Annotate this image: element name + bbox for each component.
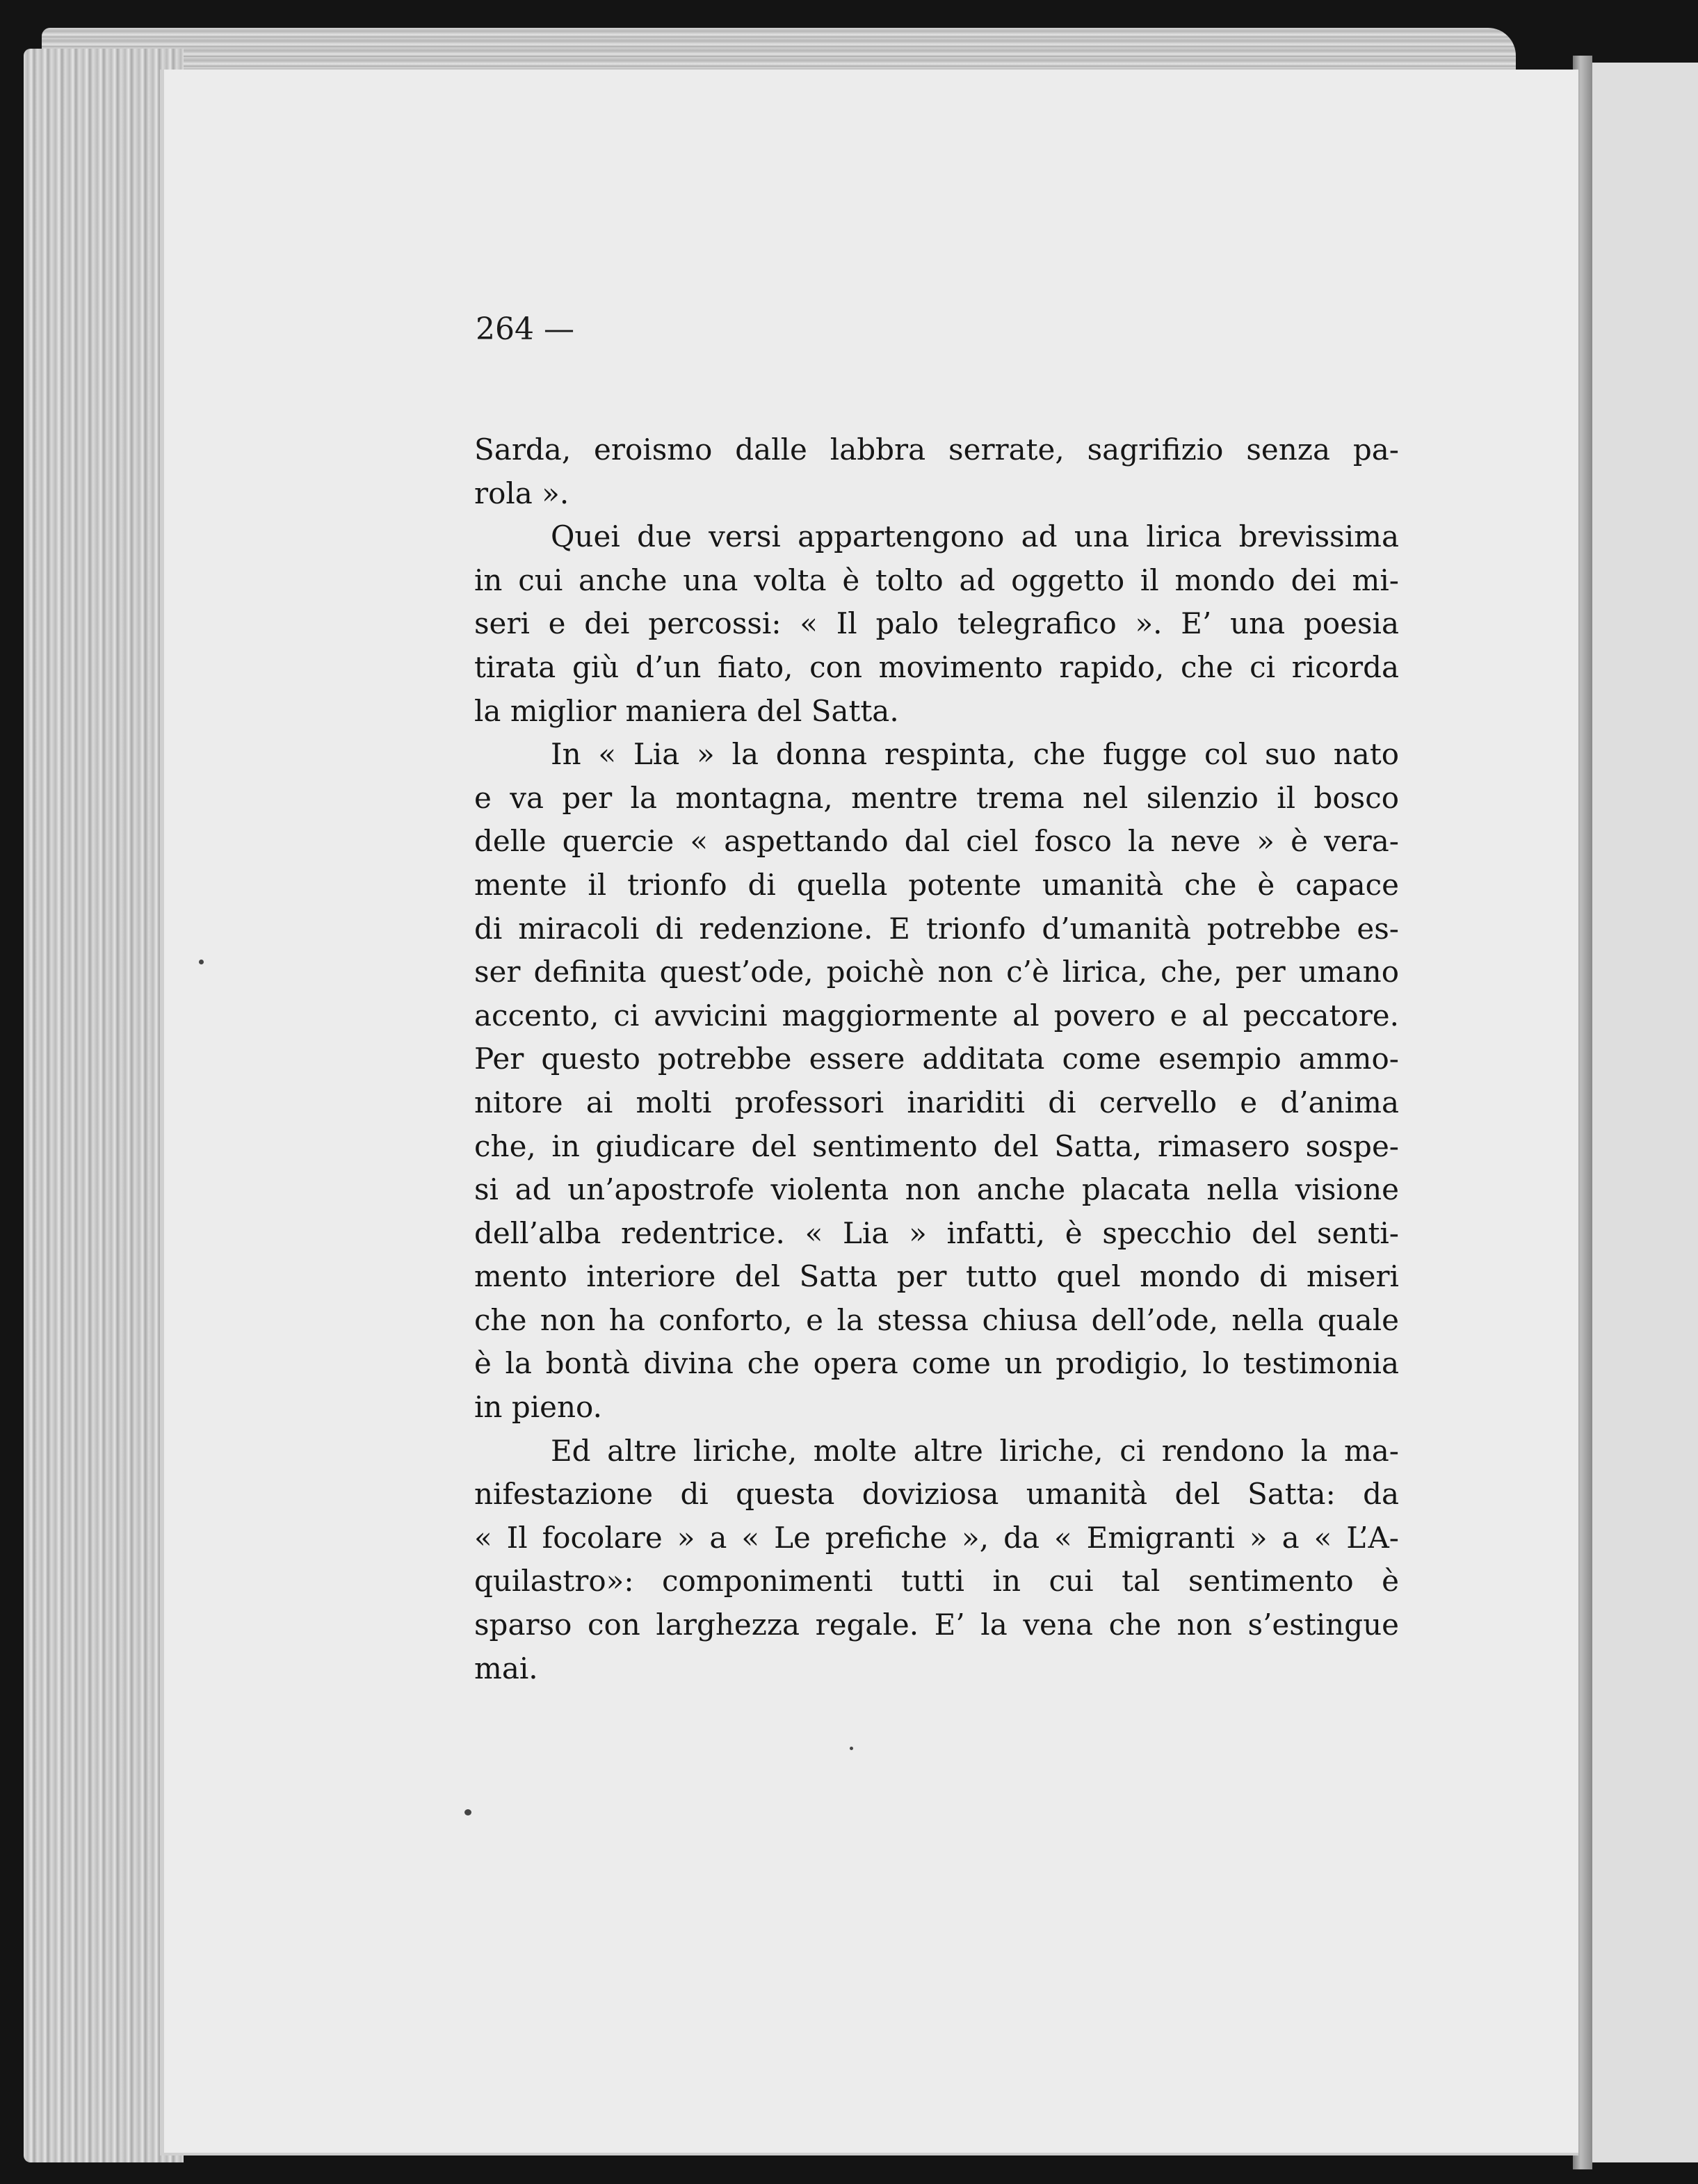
text-line: Ed altre liriche, molte altre liriche, ci rendono la ma- <box>551 1433 1399 1468</box>
text-line: che, in giudicare del sentimento del Satta, rimasero sospe- <box>474 1129 1399 1163</box>
text-line: la miglior maniera del Satta. <box>474 693 899 728</box>
text-line: mento interiore del Satta per tutto quel mondo di miseri <box>474 1259 1399 1294</box>
page-number: 264 — <box>476 312 574 347</box>
text-line: di miracoli di redenzione. E trionfo d’umanità potrebbe es- <box>474 911 1399 946</box>
text-line: accento, ci avvicini maggiormente al povero e al peccatore. <box>474 998 1399 1033</box>
text-line: tirata giù d’un fiato, con movimento rapido, che ci ricorda <box>474 649 1399 684</box>
text-line: che non ha conforto, e la stessa chiusa dell’ode, nella quale <box>474 1302 1399 1337</box>
text-line: delle quercie « aspettando dal ciel fosco la neve » è vera- <box>474 824 1399 859</box>
ink-speck <box>464 1809 471 1815</box>
text-line: In « Lia » la donna respinta, che fugge col suo nato <box>551 737 1399 772</box>
text-line: in pieno. <box>474 1390 602 1425</box>
text-line: nifestazione di questa doviziosa umanità del Satta: da <box>474 1477 1399 1512</box>
text-line: rola ». <box>474 476 569 510</box>
text-line: in cui anche una volta è tolto ad oggetto il mondo dei mi- <box>474 563 1399 597</box>
text-line: Sarda, eroismo dalle labbra serrate, sagrifizio senza pa- <box>474 432 1399 467</box>
text-line: seri e dei percossi: « Il palo telegrafico ». E’ una poesia <box>474 606 1399 641</box>
ink-speck <box>199 960 204 964</box>
text-line: quilastro»: componimenti tutti in cui tal sentimento è <box>474 1564 1399 1599</box>
text-line: Quei due versi appartengono ad una lirica brevissima <box>551 519 1399 554</box>
text-line: ser definita quest’ode, poichè non c’è lirica, che, per umano <box>474 955 1399 989</box>
text-line: Per questo potrebbe essere additata come esempio ammo- <box>474 1042 1399 1076</box>
text-line: è la bontà divina che opera come un prodigio, lo testimonia <box>474 1346 1399 1381</box>
text-line: si ad un’apostrofe violenta non anche placata nella visione <box>474 1172 1399 1207</box>
facing-page-edge <box>1592 63 1698 2162</box>
text-line: nitore ai molti professori inariditi di cervello e d’anima <box>474 1085 1399 1119</box>
text-line: e va per la montagna, mentre trema nel silenzio il bosco <box>474 780 1399 815</box>
text-line: « Il focolare » a « Le prefiche », da « Emigranti » a « L’A- <box>474 1520 1399 1555</box>
text-line: mai. <box>474 1651 538 1685</box>
text-line: dell’alba redentrice. « Lia » infatti, è specchio del senti- <box>474 1215 1399 1250</box>
text-line: mente il trionfo di quella potente umanità che è capace <box>474 867 1399 902</box>
body-text <box>474 428 1399 1690</box>
text-line: sparso con larghezza regale. E’ la vena che non s’estingue <box>474 1608 1399 1642</box>
ink-speck <box>850 1747 853 1750</box>
